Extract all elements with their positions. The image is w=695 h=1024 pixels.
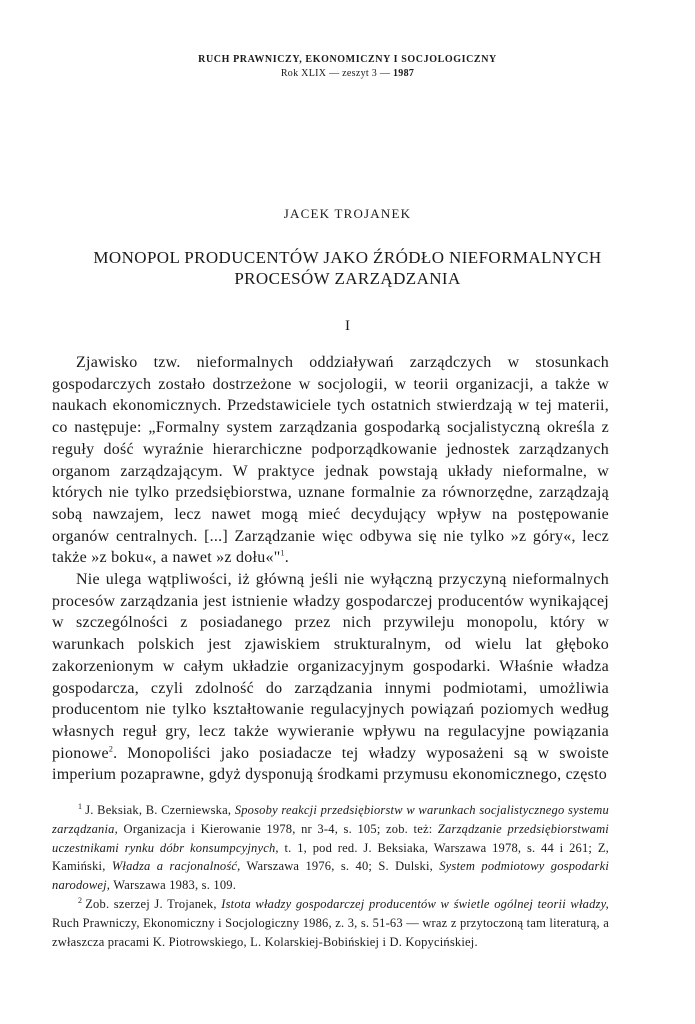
footnote-1-title-3: Władza a racjonalność,	[111, 859, 241, 874]
footnote-2-text-c: Ruch Prawniczy, Ekonomiczny i Socjologiczny 1986, z. 3, s. 51-63 — wraz z przytoczoną tam literaturą, a zwłaszcza pracami K. Piotrowskiego, L. Kolarskiej-Bobińskiej i D. Kopycińskiej.	[52, 915, 609, 949]
paragraph-2-text-a: Nie ulega wątpliwości, iż główną jeśli nie wyłączną przyczyną nieformalnych procesów zarządzania jest istnienie władzy gospodarczej producentów wynikającej w szczególności z posiadanego przez nich przywileju monopolu, który w warunkach polskich jest zjawiskiem strukturalnym, od wielu lat głęboko zakorzenionym w całym układzie organizacyjnym gospodarki. Właśnie władza gospodarcza, czyli zdolność do zarządzania innymi podmiotami, umożliwia producentom nie tylko kształtowanie regulacyjnych powiązań poziomych według własnych reguł gry, lecz także wywieranie wpływu na regulacyjne powiązania pionowe	[52, 571, 609, 762]
footnotes	[52, 801, 609, 951]
footnote-1-text-i: Warszawa 1983, s. 109.	[110, 878, 237, 893]
issue-year: 1987	[392, 68, 415, 79]
paragraph-2	[52, 569, 609, 786]
article-body	[52, 352, 609, 786]
footnote-1-text-a: J. Beksiak, B. Czerniewska,	[85, 803, 235, 817]
footnote-1-text-e: t. 1, pod red. J. Beksiaka, Warszawa 1978, s. 44 i 261; Z, Kamiński,	[52, 840, 609, 874]
footnote-2-title: Istota władzy gospodarczej producentów w świetle ogólnej teorii władzy,	[221, 896, 609, 911]
footnote-1-mark: 1	[78, 801, 83, 811]
paragraph-2-text-b: . Monopoliści jako posiadacze tej władzy wyposażeni są w swoiste imperium pozaprawne, gdyż dysponują środkami przymusu ekonomicznego, często	[52, 744, 609, 784]
footnote-1-title-4: System podmiotowy gospodarki narodowej,	[52, 859, 610, 893]
journal-title: RUCH PRAWNICZY, EKONOMICZNY I SOCJOLOGICZNY	[198, 54, 497, 65]
paragraph-1-text: Zjawisko tzw. nieformalnych oddziaływań zarządczych w stosunkach gospodarczych zostało dostrzeżone w socjologii, w teorii organizacji, a także w naukach ekonomicznych. Przedstawiciele tych ostatnich stwierdzają w tej materii, co następuje: „Formalny system zarządzania gospodarką socjalistyczną określa z reguły dość wyraźnie hierarchiczne podporządkowanie jednostek zarządzanych organom zarządzającym. W praktyce jednak powstają układy nieformalne, w których nie tylko przedsiębiorstwa, uznane formalnie za równorzędne, zarządzają sobą nawzajem, lecz nawet mogą mieć decydujący wpływ na postępowanie organów centralnych. [...] Zarządzanie więc odbywa się nie tylko »z góry«, lecz także »z boku«, a nawet »z dołu«"	[52, 354, 609, 567]
section-number: I	[345, 318, 350, 334]
article-title	[40, 247, 655, 289]
author-name: JACEK TROJANEK	[283, 206, 412, 221]
paragraph-1: Zjawisko tzw. nieformalnych oddziaływań zarządczych w stosunkach gospodarczych zostało dostrzeżone w socjologii, w teorii organizacji, a także w naukach ekonomicznych. Przedstawiciele tych ostatnich stwierdzają w tej materii, co następuje: „Formalny system zarządzania gospodarką socjalistyczną określa z reguły dość wyraźnie hierarchiczne podporządkowanie jednostek zarządzanych organom zarządzającym. W praktyce jednak powstają układy nieformalne, w których nie tylko przedsiębiorstwa, uznane formalnie za równorzędne, zarządzają sobą nawzajem, lecz nawet mogą mieć decydujący wpływ na postępowanie organów centralnych. [...] Zarządzanie więc odbywa się nie tylko »z góry«, lecz także »z boku«, a nawet »z dołu«"$^1$.	[52, 354, 609, 567]
footnote-1-title-2: Zarządzanie przedsiębiorstwami uczestnikami rynku dóbr konsumpcyjnych,	[52, 821, 609, 855]
article-title-line2: PROCESÓW ZARZĄDZANIA	[234, 269, 461, 288]
footnote-2-mark: 2	[78, 895, 83, 905]
article-title-line1: MONOPOL PRODUCENTÓW JAKO ŹRÓDŁO NIEFORMALNYCH	[93, 248, 602, 267]
issue-info: Rok XLIX — zeszyt 3 —	[280, 68, 391, 79]
journal-issue	[0, 68, 695, 79]
footnote-ref-2[interactable]: 2	[108, 744, 114, 754]
footnote-1-text-g: Warszawa 1976, s. 40; S. Dulski,	[240, 859, 440, 874]
footnote-2	[52, 895, 609, 951]
footnote-1-title-1: Sposoby reakcji przedsiębiorstw w warunkach socjalistycznego systemu zarządzania,	[52, 803, 609, 836]
footnote-1-text-c: Organizacja i Kierowanie 1978, nr 3-4, s. 105; zob. też:	[117, 821, 438, 836]
footnote-ref-1[interactable]: 1	[280, 549, 285, 558]
footnote-1	[52, 801, 609, 895]
footnote-2-text-a: Zob. szerzej J. Trojanek,	[85, 896, 222, 911]
